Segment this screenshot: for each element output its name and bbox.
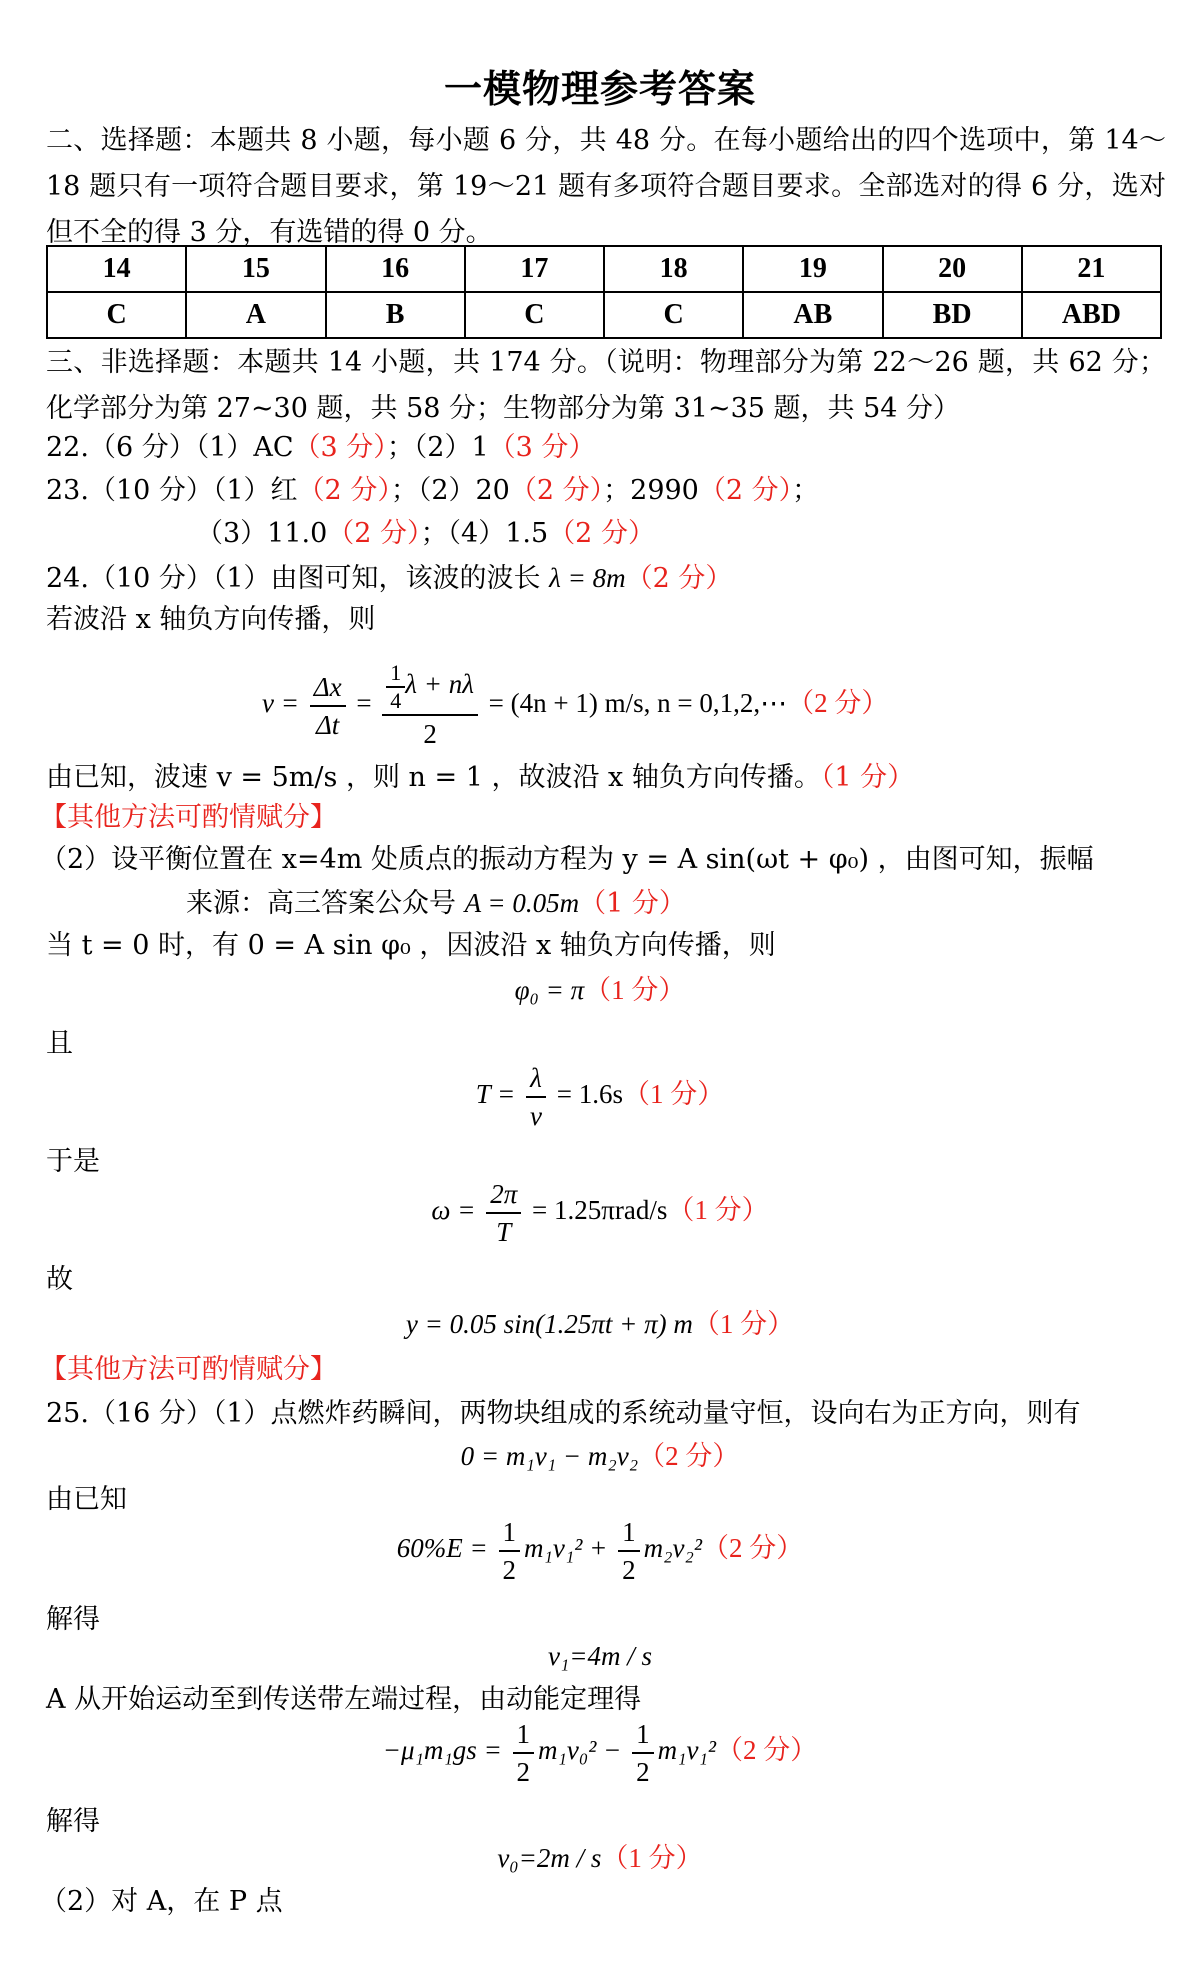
answer-cell: B bbox=[326, 292, 465, 338]
q25-score-eq4: （2 分） bbox=[715, 1735, 818, 1766]
question-number: 17 bbox=[465, 246, 604, 292]
q23-score-d: （2 分） bbox=[327, 518, 421, 549]
q24-score-5: （1 分） bbox=[579, 888, 686, 919]
fraction-half bbox=[632, 1716, 654, 1790]
fraction-denominator: T bbox=[496, 1217, 512, 1247]
eq-right: = (4n + 1) m/s, n = 0,1,2,⋯ bbox=[488, 688, 788, 719]
question-number: 20 bbox=[883, 246, 1022, 292]
q24-equation-4 bbox=[0, 1176, 1200, 1250]
question-22-answer bbox=[46, 428, 595, 468]
eq-period-right: = 1.6s bbox=[556, 1079, 623, 1110]
eq-v0: v₀=2m / s bbox=[497, 1843, 602, 1873]
question-23-answer-line-2 bbox=[196, 514, 655, 554]
q25-score-eq5: （1 分） bbox=[601, 1843, 703, 1873]
page-title: 一模物理参考答案 bbox=[443, 67, 756, 111]
answer-table-number-row bbox=[47, 246, 1161, 292]
eq-phase: φ₀ = π bbox=[514, 975, 585, 1005]
fraction-numerator: 1 bbox=[499, 1514, 521, 1552]
eq-energy-term-2: m₂v₂² bbox=[643, 1533, 702, 1564]
eq-period-left: T = bbox=[475, 1079, 516, 1110]
q23-text-a: 23.（10 分）（1）红 bbox=[46, 475, 298, 506]
q25-line-4: A 从开始运动至到传送带左端过程，由动能定理得 bbox=[46, 1684, 642, 1715]
answer-cell: AB bbox=[743, 292, 882, 338]
eq-energy-term-1: m₁v₁² + bbox=[524, 1533, 608, 1564]
q24-score-eq5: （1 分） bbox=[692, 1309, 795, 1339]
question-24-line-1 bbox=[46, 558, 732, 599]
question-25-line-1: 25.（16 分）（1）点燃炸药瞬间，两物块组成的系统动量守恒，设向右为正方向，则有 bbox=[46, 1398, 1081, 1429]
q25-equation-4 bbox=[0, 1716, 1200, 1790]
answer-cell: ABD bbox=[1022, 292, 1161, 338]
question-number: 19 bbox=[743, 246, 882, 292]
q22-text: 22.（6 分）（1）AC bbox=[46, 432, 294, 463]
q24-text-1: 24.（10 分）（1）由图可知，该波的波长 bbox=[46, 563, 541, 594]
fraction-denominator: v bbox=[530, 1101, 542, 1131]
q24-wavelength: λ = 8m bbox=[549, 563, 626, 593]
fraction-numerator: 1 bbox=[618, 1514, 640, 1552]
question-number: 14 bbox=[47, 246, 186, 292]
q25-equation-2 bbox=[0, 1514, 1200, 1588]
fraction-quarter bbox=[386, 660, 405, 714]
fraction-denominator: 2 bbox=[636, 1757, 650, 1787]
fraction-lambda-v bbox=[526, 1060, 546, 1134]
fraction-numerator: 2π bbox=[486, 1176, 521, 1214]
fraction-numerator-rest: λ + nλ bbox=[405, 669, 474, 700]
fraction-half bbox=[513, 1716, 535, 1790]
q23-score-b: （2 分） bbox=[509, 475, 604, 506]
q24-equation-5 bbox=[0, 1304, 1200, 1344]
answer-cell: C bbox=[47, 292, 186, 338]
question-number: 21 bbox=[1022, 246, 1161, 292]
answer-cell: A bbox=[186, 292, 325, 338]
q22-text-2: ；（2）1 bbox=[386, 432, 489, 463]
q24-score-eq3: （1 分） bbox=[622, 1079, 725, 1110]
fraction-half bbox=[618, 1514, 640, 1588]
q23-score-e: （2 分） bbox=[548, 518, 655, 549]
fraction-numerator: Δx bbox=[310, 669, 346, 707]
q24-score-eq2: （1 分） bbox=[584, 975, 686, 1005]
eq-work-term-1: m₁v₀² − bbox=[538, 1735, 622, 1766]
fraction-numerator: 1 bbox=[632, 1716, 654, 1754]
q23-text-e: ；（4）1.5 bbox=[420, 518, 549, 549]
fraction-denominator: 2 bbox=[622, 1555, 636, 1585]
q25-line-6: （2）对 A，在 P 点 bbox=[40, 1886, 283, 1917]
q25-line-2: 由已知 bbox=[46, 1484, 127, 1515]
q24-score-eq4: （1 分） bbox=[667, 1195, 769, 1226]
eq-energy-left: 60%E = bbox=[396, 1533, 488, 1564]
q23-score-a: （2 分） bbox=[297, 475, 391, 506]
q25-equation-5 bbox=[0, 1838, 1200, 1878]
q24-line-8: 于是 bbox=[46, 1146, 100, 1177]
eq-work-term-2: m₁v₁² bbox=[657, 1735, 716, 1766]
eq-v1: v₁=4m / s bbox=[547, 1641, 653, 1671]
q23-text-d: （3）11.0 bbox=[196, 518, 328, 549]
fraction-denominator: 2 bbox=[423, 719, 437, 749]
eq-work-left: −μ₁m₁gs = bbox=[382, 1735, 502, 1766]
q23-text-b: ；（2）20 bbox=[390, 475, 510, 506]
q24-line-5 bbox=[186, 883, 686, 924]
eq-omega-left: ω = bbox=[431, 1195, 476, 1226]
q24-equation-1 bbox=[262, 660, 888, 752]
question-number: 18 bbox=[604, 246, 743, 292]
question-23-answer-line-1 bbox=[46, 471, 819, 511]
fraction-half bbox=[499, 1514, 521, 1588]
q25-score-eq2: （2 分） bbox=[701, 1533, 804, 1564]
q23-score-c: （2 分） bbox=[698, 475, 793, 506]
fraction-2pi-t bbox=[486, 1176, 521, 1250]
question-number: 15 bbox=[186, 246, 325, 292]
q24-score-1: （2 分） bbox=[625, 563, 733, 594]
q23-text-c-end: ； bbox=[792, 475, 820, 506]
q22-score-2: （3 分） bbox=[488, 432, 596, 463]
question-number: 16 bbox=[326, 246, 465, 292]
q25-line-5: 解得 bbox=[46, 1806, 100, 1837]
fraction-denominator: Δt bbox=[315, 710, 340, 740]
answer-cell: C bbox=[604, 292, 743, 338]
q24-score-3: （1 分） bbox=[820, 762, 915, 793]
eq-momentum: 0 = m₁v₁ − m₂v₂ bbox=[460, 1441, 639, 1471]
answer-table bbox=[46, 245, 1162, 339]
q24-other-methods-note-1: 【其他方法可酌情赋分】 bbox=[40, 802, 337, 833]
q25-line-3: 解得 bbox=[46, 1604, 100, 1635]
q24-other-methods-note-2: 【其他方法可酌情赋分】 bbox=[40, 1354, 337, 1385]
q22-score-1: （3 分） bbox=[293, 432, 387, 463]
q24-amplitude: A = 0.05m bbox=[464, 888, 580, 918]
answer-cell: BD bbox=[883, 292, 1022, 338]
fraction-dx-dt bbox=[310, 669, 346, 743]
q25-score-eq1: （2 分） bbox=[638, 1441, 740, 1471]
fraction-denominator: 2 bbox=[502, 1555, 517, 1585]
fraction-numerator: 1 bbox=[513, 1716, 535, 1754]
fraction-denominator: 4 bbox=[390, 688, 402, 713]
fraction-numerator: 1 bbox=[386, 660, 405, 688]
q23-text-c: ；2990 bbox=[603, 475, 699, 506]
equals-sign: = bbox=[356, 688, 372, 719]
answer-cell: C bbox=[465, 292, 604, 338]
q24-equation-3 bbox=[0, 1060, 1200, 1134]
eq-omega-right: = 1.25πrad/s bbox=[531, 1195, 668, 1226]
fraction-denominator: 2 bbox=[516, 1757, 531, 1787]
eq-vibration: y = 0.05 sin(1.25πt + π) m bbox=[405, 1309, 693, 1339]
answer-table-answer-row bbox=[47, 292, 1161, 338]
section-2-instructions: 二、选择题：本题共 8 小题，每小题 6 分，共 48 分。在每小题给出的四个选项中，第 14～18 题只有一项符合题目要求，第 19～21 题有多项符合题目要求。全部选对的得 6 分，选对但不全的得 3 分，有选错的得 0 分。 bbox=[46, 125, 1166, 248]
q24-line-6: 当 t = 0 时，有 0 = A sin φ₀ ，因波沿 x 轴负方向传播，则 bbox=[46, 930, 776, 961]
section-3-instructions: 三、非选择题：本题共 14 小题，共 174 分。（说明：物理部分为第 22～26 题，共 62 分；化学部分为第 27~30 题，共 58 分；生物部分为第 31~35 题，共 54 分） bbox=[46, 347, 1166, 424]
q25-equation-1 bbox=[0, 1436, 1200, 1476]
q24-score-eq1: （2 分） bbox=[787, 688, 889, 719]
fraction-numerator: λ bbox=[526, 1060, 546, 1098]
q24-equation-2 bbox=[0, 970, 1200, 1010]
q24-text-3: 由已知，波速 v = 5m/s ，则 n = 1 ，故波沿 x 轴负方向传播。 bbox=[46, 762, 821, 793]
fraction-wavelength bbox=[382, 660, 478, 752]
q25-equation-3 bbox=[0, 1636, 1200, 1676]
fraction-numerator bbox=[382, 660, 478, 716]
q24-source-note: 来源：高三答案公众号 bbox=[186, 888, 456, 919]
q24-line-2: 若波沿 x 轴负方向传播，则 bbox=[46, 604, 376, 635]
q24-line-9: 故 bbox=[46, 1264, 73, 1295]
q24-line-3 bbox=[46, 758, 914, 798]
q24-line-7: 且 bbox=[46, 1028, 73, 1059]
eq-v: v = bbox=[262, 688, 299, 719]
q24-line-4: （2）设平衡位置在 x=4m 处质点的振动方程为 y = A sin(ωt + φ₀) ，由图可知，振幅 bbox=[40, 844, 1094, 875]
